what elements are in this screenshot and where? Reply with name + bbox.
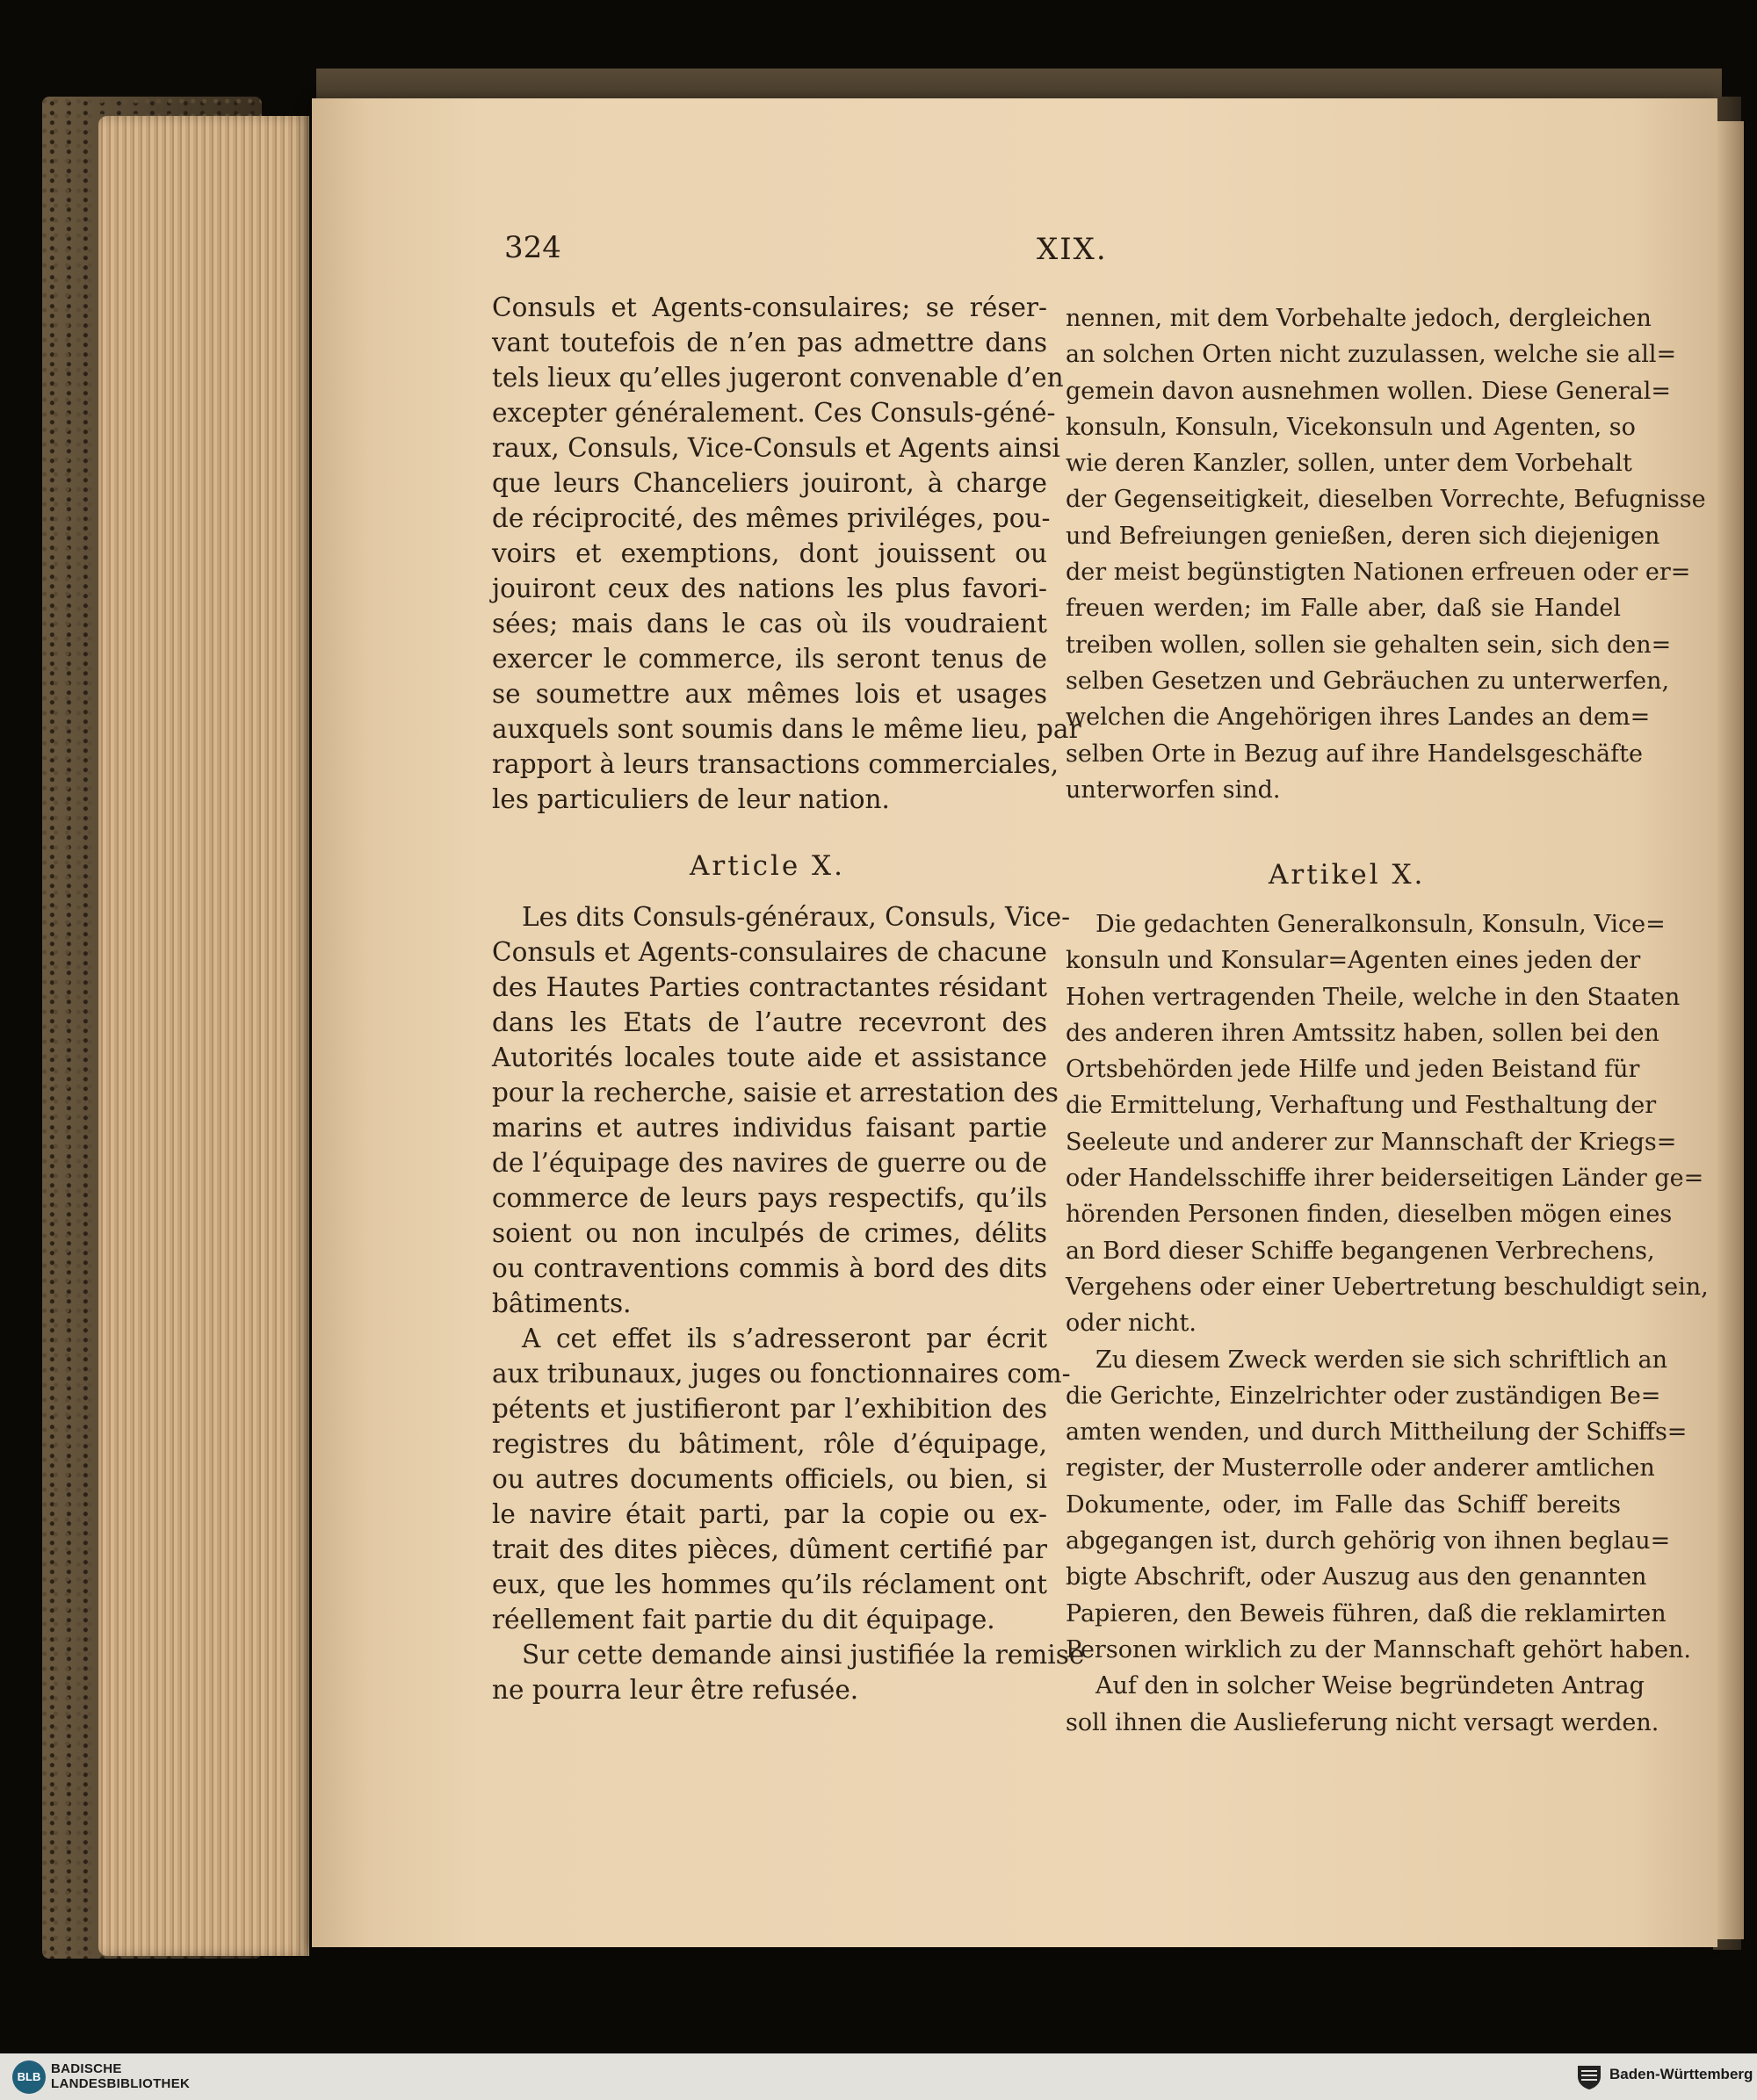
text-line: an solchen Orten nicht zuzulassen, welche sie all= <box>1066 341 1677 369</box>
text-line: Auf den in solcher Weise begründeten Antrag <box>1095 1672 1645 1700</box>
text-line: Seeleute und anderer zur Mannschaft der Kriegs= <box>1066 1128 1677 1156</box>
text-line: excepter généralement. Ces Consuls-géné- <box>492 398 1056 428</box>
library-name-line2: LANDESBIBLIOTHEK <box>51 2076 191 2091</box>
text-line: welchen die Angehörigen ihres Landes an dem= <box>1066 704 1651 732</box>
text-line: Autorités locales toute aide et assistance <box>492 1043 1047 1072</box>
footer-bar <box>0 2053 1757 2100</box>
text-line: Consuls et Agents-consulaires de chacune <box>492 937 1047 967</box>
text-line: bâtiments. <box>492 1288 632 1318</box>
text-line: wie deren Kanzler, sollen, unter dem Vorbehalt <box>1066 450 1632 478</box>
text-line: Dokumente, oder, im Falle das Schiff bereits <box>1066 1490 1621 1519</box>
german-column-article <box>1066 906 1709 1741</box>
text-line: trait des dites pièces, dûment certifié par <box>492 1534 1047 1564</box>
text-line: A cet effet ils s’adresseront par écrit <box>522 1324 1047 1353</box>
text-line: rapport à leurs transactions commerciales, <box>492 749 1059 779</box>
text-line: raux, Consuls, Vice-Consuls et Agents ainsi <box>492 433 1060 463</box>
text-line: marins et autres individus faisant partie <box>492 1113 1047 1143</box>
text-line: der Gegenseitigkeit, dieselben Vorrechte, Befugnisse <box>1066 486 1706 514</box>
article-heading-fr: Article X. <box>690 850 845 882</box>
text-line: registres du bâtiment, rôle d’équipage, <box>492 1429 1047 1459</box>
text-line: hörenden Personen finden, dieselben mögen eines <box>1066 1201 1673 1229</box>
german-column-top <box>1066 300 1706 808</box>
text-line: selben Orte in Bezug auf ihre Handelsgeschäfte <box>1066 740 1643 768</box>
text-line: oder nicht. <box>1066 1310 1197 1338</box>
text-line: exercer le commerce, ils seront tenus de <box>492 644 1047 674</box>
text-line: Sur cette demande ainsi justifiée la remise <box>522 1640 1085 1670</box>
text-line: gemein davon ausnehmen wollen. Diese General= <box>1066 377 1671 405</box>
text-line: vant toutefois de n’en pas admettre dans <box>492 328 1047 357</box>
text-line: eux, que les hommes qu’ils réclament ont <box>492 1570 1047 1599</box>
french-column-top <box>492 290 1081 817</box>
text-line: Personen wirklich zu der Mannschaft gehört haben. <box>1066 1635 1691 1663</box>
text-line: selben Gesetzen und Gebräuchen zu unterwerfen, <box>1066 667 1670 695</box>
text-line: soll ihnen die Auslieferung nicht versagt werden. <box>1066 1708 1659 1736</box>
text-line: Die gedachten Generalkonsuln, Konsuln, Vice= <box>1095 911 1666 938</box>
article-heading-de: Artikel X. <box>1269 859 1426 891</box>
text-line: réellement fait partie du dit équipage. <box>492 1605 995 1635</box>
text-line: des anderen ihren Amtssitz haben, sollen bei den <box>1066 1019 1659 1047</box>
text-line: se soumettre aux mêmes lois et usages <box>492 679 1047 709</box>
text-line: nennen, mit dem Vorbehalte jedoch, dergleichen <box>1066 305 1652 332</box>
text-line: pour la recherche, saisie et arrestation des <box>492 1078 1059 1108</box>
text-line: und Befreiungen genießen, deren sich diejenigen <box>1066 522 1660 550</box>
library-name[interactable] <box>51 2061 190 2091</box>
text-line: ne pourra leur être refusée. <box>492 1675 859 1705</box>
text-line: der meist begünstigten Nationen erfreuen oder er= <box>1066 559 1691 587</box>
text-line: que leurs Chanceliers jouiront, à charge <box>492 468 1047 498</box>
text-line: freuen werden; im Falle aber, daß sie Handel <box>1066 595 1621 623</box>
running-title: XIX. <box>1037 232 1108 267</box>
text-line: register, der Musterrolle oder anderer amtlichen <box>1066 1454 1655 1483</box>
text-line: sées; mais dans le cas où ils voudraient <box>492 609 1047 639</box>
text-line: Les dits Consuls-généraux, Consuls, Vice- <box>522 902 1071 932</box>
text-line: oder Handelsschiffe ihrer beiderseitigen Länder ge= <box>1066 1165 1704 1193</box>
text-line: Papieren, den Beweis führen, daß die reklamirten <box>1066 1599 1667 1627</box>
state-label[interactable]: Baden-Württemberg <box>1609 2066 1753 2082</box>
text-line: treiben wollen, sollen sie gehalten sein, sich den= <box>1066 631 1672 659</box>
text-line: konsuln und Konsular=Agenten eines jeden der <box>1066 947 1641 975</box>
text-line: jouiront ceux des nations les plus favori- <box>492 574 1047 603</box>
text-line: ou contraventions commis à bord des dits <box>492 1253 1047 1283</box>
text-line: de réciprocité, des mêmes priviléges, pou- <box>492 503 1051 533</box>
library-name-line1: BADISCHE <box>51 2061 122 2076</box>
text-line: ou autres documents officiels, ou bien, si <box>492 1464 1047 1494</box>
page-edges <box>98 116 309 1956</box>
text-line: de l’équipage des navires de guerre ou de <box>492 1148 1047 1178</box>
text-line: bigte Abschrift, oder Auszug aus den genannten <box>1066 1563 1647 1591</box>
text-line: abgegangen ist, durch gehörig von ihnen beglau= <box>1066 1527 1671 1555</box>
french-column-article <box>492 899 1085 1707</box>
text-line: amten wenden, und durch Mittheilung der Schiffs= <box>1066 1418 1688 1447</box>
text-line: aux tribunaux, juges ou fonctionnaires com- <box>492 1359 1071 1389</box>
text-line: le navire était parti, par la copie ou ex- <box>492 1499 1047 1529</box>
text-line: auxquels sont soumis dans le même lieu, par <box>492 714 1081 744</box>
text-line: Ortsbehörden jede Hilfe und jeden Beistand für <box>1066 1056 1640 1084</box>
text-line: soient ou non inculpés de crimes, délits <box>492 1218 1047 1248</box>
text-line: Vergehens oder einer Uebertretung beschuldigt sein, <box>1066 1273 1709 1301</box>
text-line: pétents et justifieront par l’exhibition des <box>492 1394 1047 1424</box>
text-line: unterworfen sind. <box>1066 776 1281 804</box>
text-line: Zu diesem Zweck werden sie sich schriftlich an <box>1095 1346 1668 1374</box>
text-line: die Ermittelung, Verhaftung und Festhaltung der <box>1066 1092 1657 1120</box>
text-line: Consuls et Agents-consulaires; se réser- <box>492 292 1047 322</box>
text-line: tels lieux qu’elles jugeront convenable d’en <box>492 363 1064 393</box>
text-line: Hohen vertragenden Theile, welche in den Staaten <box>1066 983 1681 1011</box>
blb-logo[interactable]: BLB <box>12 2060 46 2094</box>
text-line: les particuliers de leur nation. <box>492 784 890 814</box>
text-line: die Gerichte, Einzelrichter oder zuständigen Be= <box>1066 1382 1661 1410</box>
coat-of-arms-icon[interactable] <box>1574 2062 1604 2092</box>
text-line: dans les Etats de l’autre recevront des <box>492 1007 1047 1037</box>
text-line: konsuln, Konsuln, Vicekonsuln und Agenten, so <box>1066 413 1636 441</box>
text-line: des Hautes Parties contractantes résidant <box>492 972 1047 1002</box>
page-number: 324 <box>504 230 561 265</box>
text-line: an Bord dieser Schiffe begangenen Verbrechens, <box>1066 1237 1655 1265</box>
text-line: commerce de leurs pays respectifs, qu’ils <box>492 1183 1047 1213</box>
page-fold <box>1717 121 1744 1939</box>
text-line: voirs et exemptions, dont jouissent ou <box>492 538 1047 568</box>
